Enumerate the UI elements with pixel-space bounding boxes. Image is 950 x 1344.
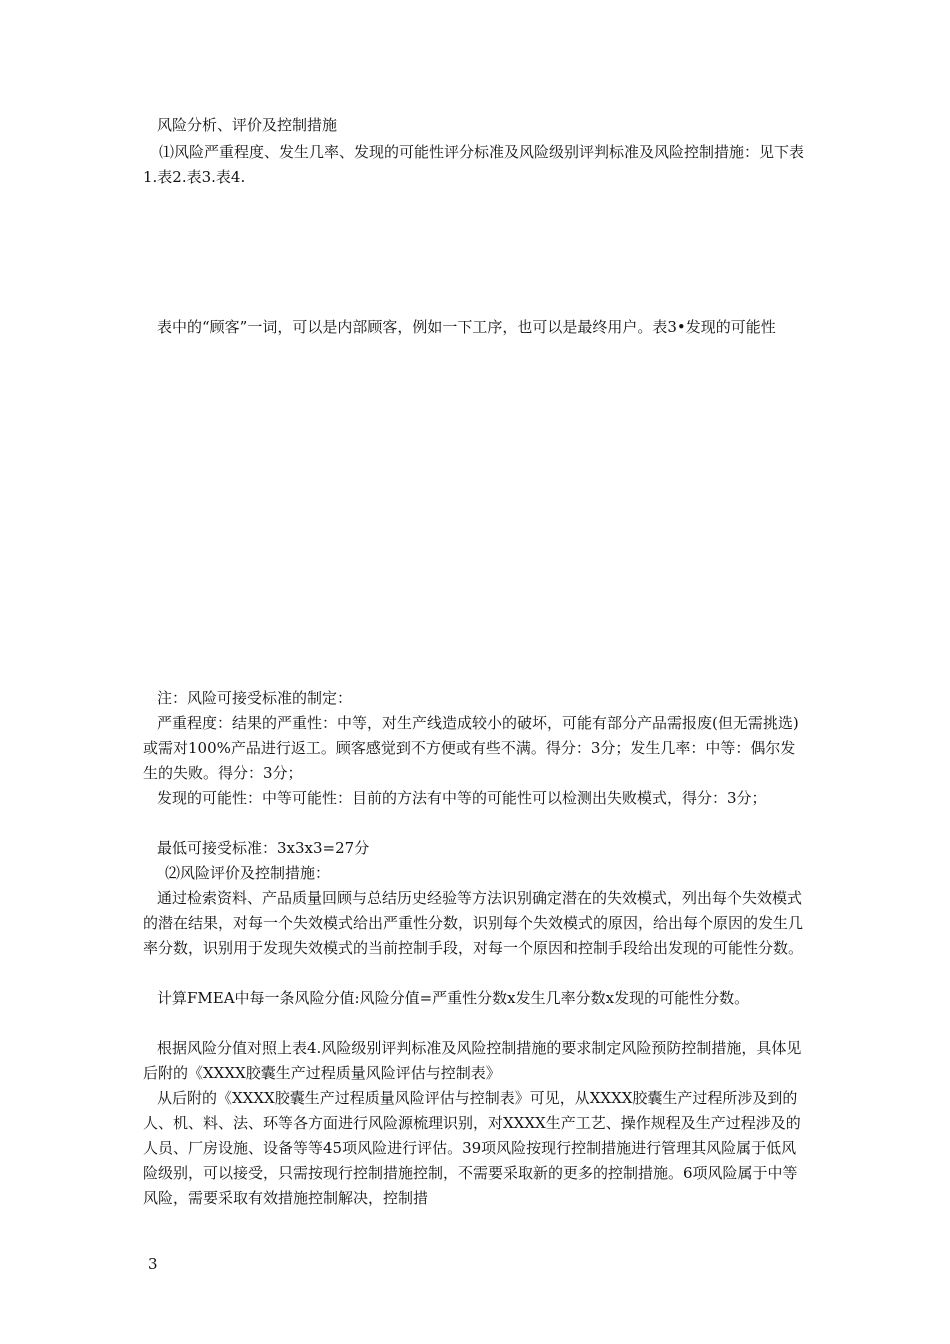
paragraph-method: 通过检索资料、产品质量回顾与总结历史经验等方法识别确定潜在的失效模式，列出每个失效模式的潜在结果，对每一个失效模式给出严重性分数，识别每个失效模式的原因，给出每个原因的发生几率分数，识别用于发现失效模式的当前控制手段，对每一个原因和控制手段给出发现的可能性分数。: [143, 889, 804, 957]
paragraph-detection: 发现的可能性：中等可能性：目前的方法有中等的可能性可以检测出失败模式，得分：3分；: [157, 789, 767, 807]
section2-heading: ⑵风险评价及控制措施：: [165, 864, 331, 882]
section-heading: 风险分析、评价及控制措施: [157, 116, 338, 134]
paragraph-assessment: 从后附的《XXXX胶囊生产过程质量风险评估与控制表》可见，从XXXX胶囊生产过程所涉及到的人、机、料、法、环等各方面进行风险源梳理识别，对XXXX生产工艺、操作规程及生产过程涉及的人员、厂房设施、设备等等45项风险进行评估。39项风险按现行控制措施进行管理其风险属于低风险级别，可以接受，只需按现行控制措施控制，不需要采取新的更多的控制措施。6项风险属于中等风险，需要采取有效措施控制解决，控制措: [143, 1089, 801, 1207]
paragraph-customer-note: 表中的“顾客”一词，可以是内部顾客，例如一下工序，也可以是最终用户。表3•发现的可能性: [157, 318, 776, 336]
paragraph-criteria: ⑴风险严重程度、发生几率、发现的可能性评分标准及风险级别评判标准及风险控制措施：见下表1.表2.表3.表4.: [143, 143, 805, 186]
paragraph-fmea: 计算FMEA中每一条风险分值:风险分值=严重性分数x发生几率分数x发现的可能性分数。: [157, 989, 750, 1007]
page-number: 3: [148, 1255, 158, 1273]
paragraph-control: 根据风险分值对照上表4.风险级别评判标准及风险控制措施的要求制定风险预防控制措施，具体见后附的《XXXX胶囊生产过程质量风险评估与控制表》: [143, 1039, 802, 1082]
paragraph-severity: 严重程度：结果的严重性：中等，对生产线造成较小的破坏，可能有部分产品需报废(但无需挑选)或需对100%产品进行返工。顾客感觉到不方便或有些不满。得分：3分；发生几率：中等：偶尔发生的失败。得分：3分；: [143, 714, 799, 782]
paragraph-minimum: 最低可接受标准：3x3x3=27分: [157, 839, 370, 857]
note-title: 注：风险可接受标准的制定：: [157, 689, 353, 707]
